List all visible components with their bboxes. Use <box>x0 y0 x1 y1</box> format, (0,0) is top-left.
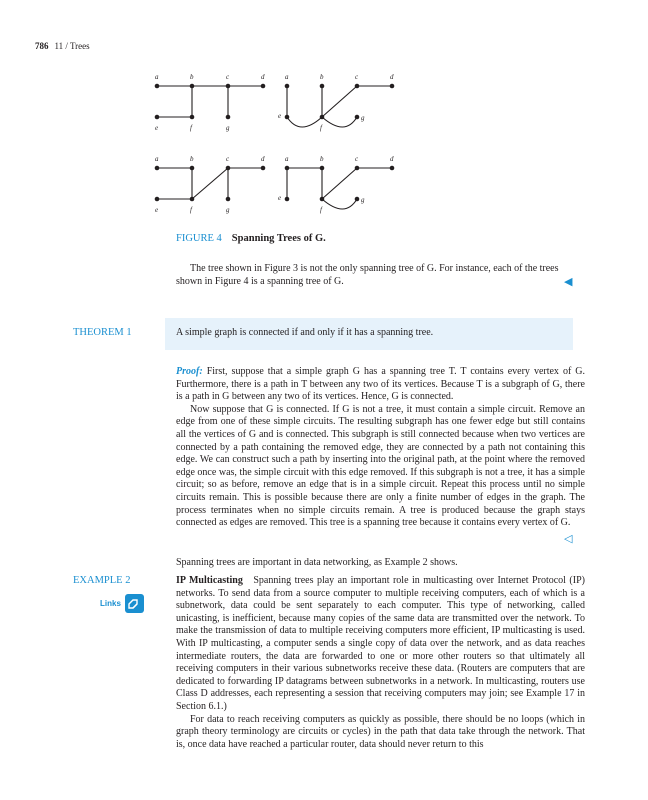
theorem-label: THEOREM 1 <box>73 327 132 338</box>
vertex-label-g: g <box>226 206 230 214</box>
vertices <box>155 84 395 202</box>
example-body <box>176 575 585 751</box>
vertex-g <box>226 197 231 202</box>
vertex-c <box>226 166 231 171</box>
edge-e-f-curve <box>287 117 322 127</box>
vertex-d <box>390 166 395 171</box>
caption-label: FIGURE 4 <box>176 233 222 244</box>
vertex-label-b: b <box>320 73 324 81</box>
edge-f-c <box>192 168 228 199</box>
links-badge[interactable] <box>100 592 146 618</box>
vertex-label-b: b <box>190 73 194 81</box>
end-of-example-marker: ◀ <box>564 276 573 288</box>
example-title: IP Multicasting <box>176 575 243 586</box>
spanning-sentence <box>176 557 585 568</box>
vertex-label-e: e <box>155 206 159 214</box>
vertex-f <box>320 197 325 202</box>
vertex-d <box>261 166 266 171</box>
vertex-e <box>155 197 160 202</box>
vertex-label-a: a <box>285 155 289 163</box>
vertex-g <box>355 197 360 202</box>
vertex-label-c: c <box>226 155 230 163</box>
vertex-a <box>285 84 290 89</box>
edge-f-c <box>322 86 357 117</box>
proof-word: Proof: <box>176 366 203 377</box>
vertex-label-f: f <box>190 206 192 214</box>
tree-3 <box>157 168 263 199</box>
proof-paragraph-1 <box>176 366 585 404</box>
vertex-label-d: d <box>261 155 265 163</box>
vertex-a <box>155 84 160 89</box>
vertex-e <box>285 197 290 202</box>
tree-4 <box>287 168 392 209</box>
intro-paragraph <box>176 263 585 288</box>
vertex-label-c: c <box>355 73 359 81</box>
vertex-label-f: f <box>190 124 192 132</box>
vertex-b <box>190 84 195 89</box>
links-label: Links <box>100 599 121 608</box>
vertex-label-g: g <box>361 196 365 204</box>
figure-spanning-trees <box>0 0 648 230</box>
end-of-proof-marker: ◁ <box>564 533 573 545</box>
vertex-c <box>355 84 360 89</box>
vertex-label-c: c <box>355 155 359 163</box>
vertex-label-g: g <box>226 124 230 132</box>
vertex-label-d: d <box>390 73 394 81</box>
spanning-sentence-text: Spanning trees are important in data networking, as Example 2 shows. <box>176 557 458 568</box>
vertex-e <box>155 115 160 120</box>
vertex-c <box>226 84 231 89</box>
vertex-label-g: g <box>361 114 365 122</box>
vertex-f <box>190 197 195 202</box>
links-icon <box>100 592 146 618</box>
vertex-d <box>261 84 266 89</box>
intro-line: The tree shown in Figure 3 is not the only spanning tree of G. For instance, each of the trees <box>190 263 559 274</box>
intro-line: shown in Figure 4 is a spanning tree of G. <box>176 275 344 287</box>
edge-f-g-curve <box>322 117 357 127</box>
vertex-a <box>155 166 160 171</box>
tree-1 <box>157 86 263 117</box>
vertex-label-d: d <box>390 155 394 163</box>
vertex-d <box>390 84 395 89</box>
vertex-label-c: c <box>226 73 230 81</box>
example-paragraph-2: For data to reach receiving computers as quickly as possible, there should be no loops (which in graph theory terminology are circuits or cycles) in the path that data take through the network. That is, once data have reached a particular router, data should never return to this <box>176 713 585 750</box>
vertex-label-b: b <box>190 155 194 163</box>
vertex-label-b: b <box>320 155 324 163</box>
edge-f-g-curve <box>322 199 357 209</box>
vertex-g <box>355 115 360 120</box>
vertex-c <box>355 166 360 171</box>
vertex-labels <box>155 73 394 214</box>
caption-title: Spanning Trees of G. <box>231 233 326 244</box>
vertex-label-e: e <box>155 124 159 132</box>
vertex-b <box>190 166 195 171</box>
example-paragraph-1 <box>176 575 585 714</box>
vertex-label-d: d <box>261 73 265 81</box>
example-text-1: Spanning trees play an important role in multicasting over Internet Protocol (IP) networks. To send data from a source computer to multiple receiving computers, each of which is a subnetwork, data could be sent separately to each computer. This type of networking, called unicasting, is inefficient, because many copies of the same data are transmitted over the network. To make the transmission of data to multiple receiving computers more efficient, IP multicasting is used. With IP multicasting, a computer sends a single copy of data over the network, and as data reaches intermediate routers, the data are forwarded to one or more other routers so that ultimately all receiving computers in their various subnetworks receive these data. (Routers are computers that are dedicated to forwarding IP datagrams between subnetworks in a network. In multicasting, routers use Class D addresses, each representing a session that receiving computers may join; see Example 17 in Section 6.1.) <box>176 575 585 712</box>
example-label: EXAMPLE 2 <box>73 575 131 586</box>
vertex-a <box>285 166 290 171</box>
vertex-label-e: e <box>278 112 282 120</box>
chapter-title: 11 / Trees <box>54 41 90 51</box>
vertex-b <box>320 84 325 89</box>
tree-2 <box>287 86 392 127</box>
proof-text-1: First, suppose that a simple graph G has a spanning tree T. T contains every vertex of G. Furthermore, there is a path in T between any two of its vertices. Because T is a subgraph of G, there is a path in G between any two of its vertices. Hence, G is connected. <box>176 366 586 403</box>
theorem-text: A simple graph is connected if and only if it has a spanning tree. <box>176 327 434 338</box>
proof <box>176 366 585 530</box>
figure-caption <box>176 233 326 244</box>
vertex-f <box>320 115 325 120</box>
page-number: 786 <box>35 41 49 51</box>
vertex-f <box>190 115 195 120</box>
vertex-label-e: e <box>278 194 282 202</box>
vertex-e <box>285 115 290 120</box>
proof-paragraph-2: Now suppose that G is connected. If G is not a tree, it must contain a simple circuit. Remove an edge from one of these simple circuits. The resulting subgraph has one fewer edge but still contains all the vertices of G and is connected. This subgraph is still connected because when two vertices are connected by a path containing the removed edge, they are connected by a path not containing this edge. We can construct such a path by inserting into the original path, at the point where the removed edge once was, the simple circuit with this edge removed. If this subgraph is not a tree, it has a simple circuit; so as before, remove an edge that is in a simple circuit. Repeat this process until no simple circuits remain. This is possible because there are only a finite number of edges in the graph. The process terminates when no simple circuits remain. A tree is produced because the graph stays connected as edges are removed. This tree is a spanning tree because it contains every vertex of G. <box>176 403 585 529</box>
vertex-label-f: f <box>320 124 322 132</box>
vertex-label-a: a <box>285 73 289 81</box>
vertex-label-a: a <box>155 73 159 81</box>
edge-f-c <box>322 168 357 199</box>
vertex-b <box>320 166 325 171</box>
vertex-label-f: f <box>320 206 322 214</box>
vertex-label-a: a <box>155 155 159 163</box>
vertex-g <box>226 115 231 120</box>
